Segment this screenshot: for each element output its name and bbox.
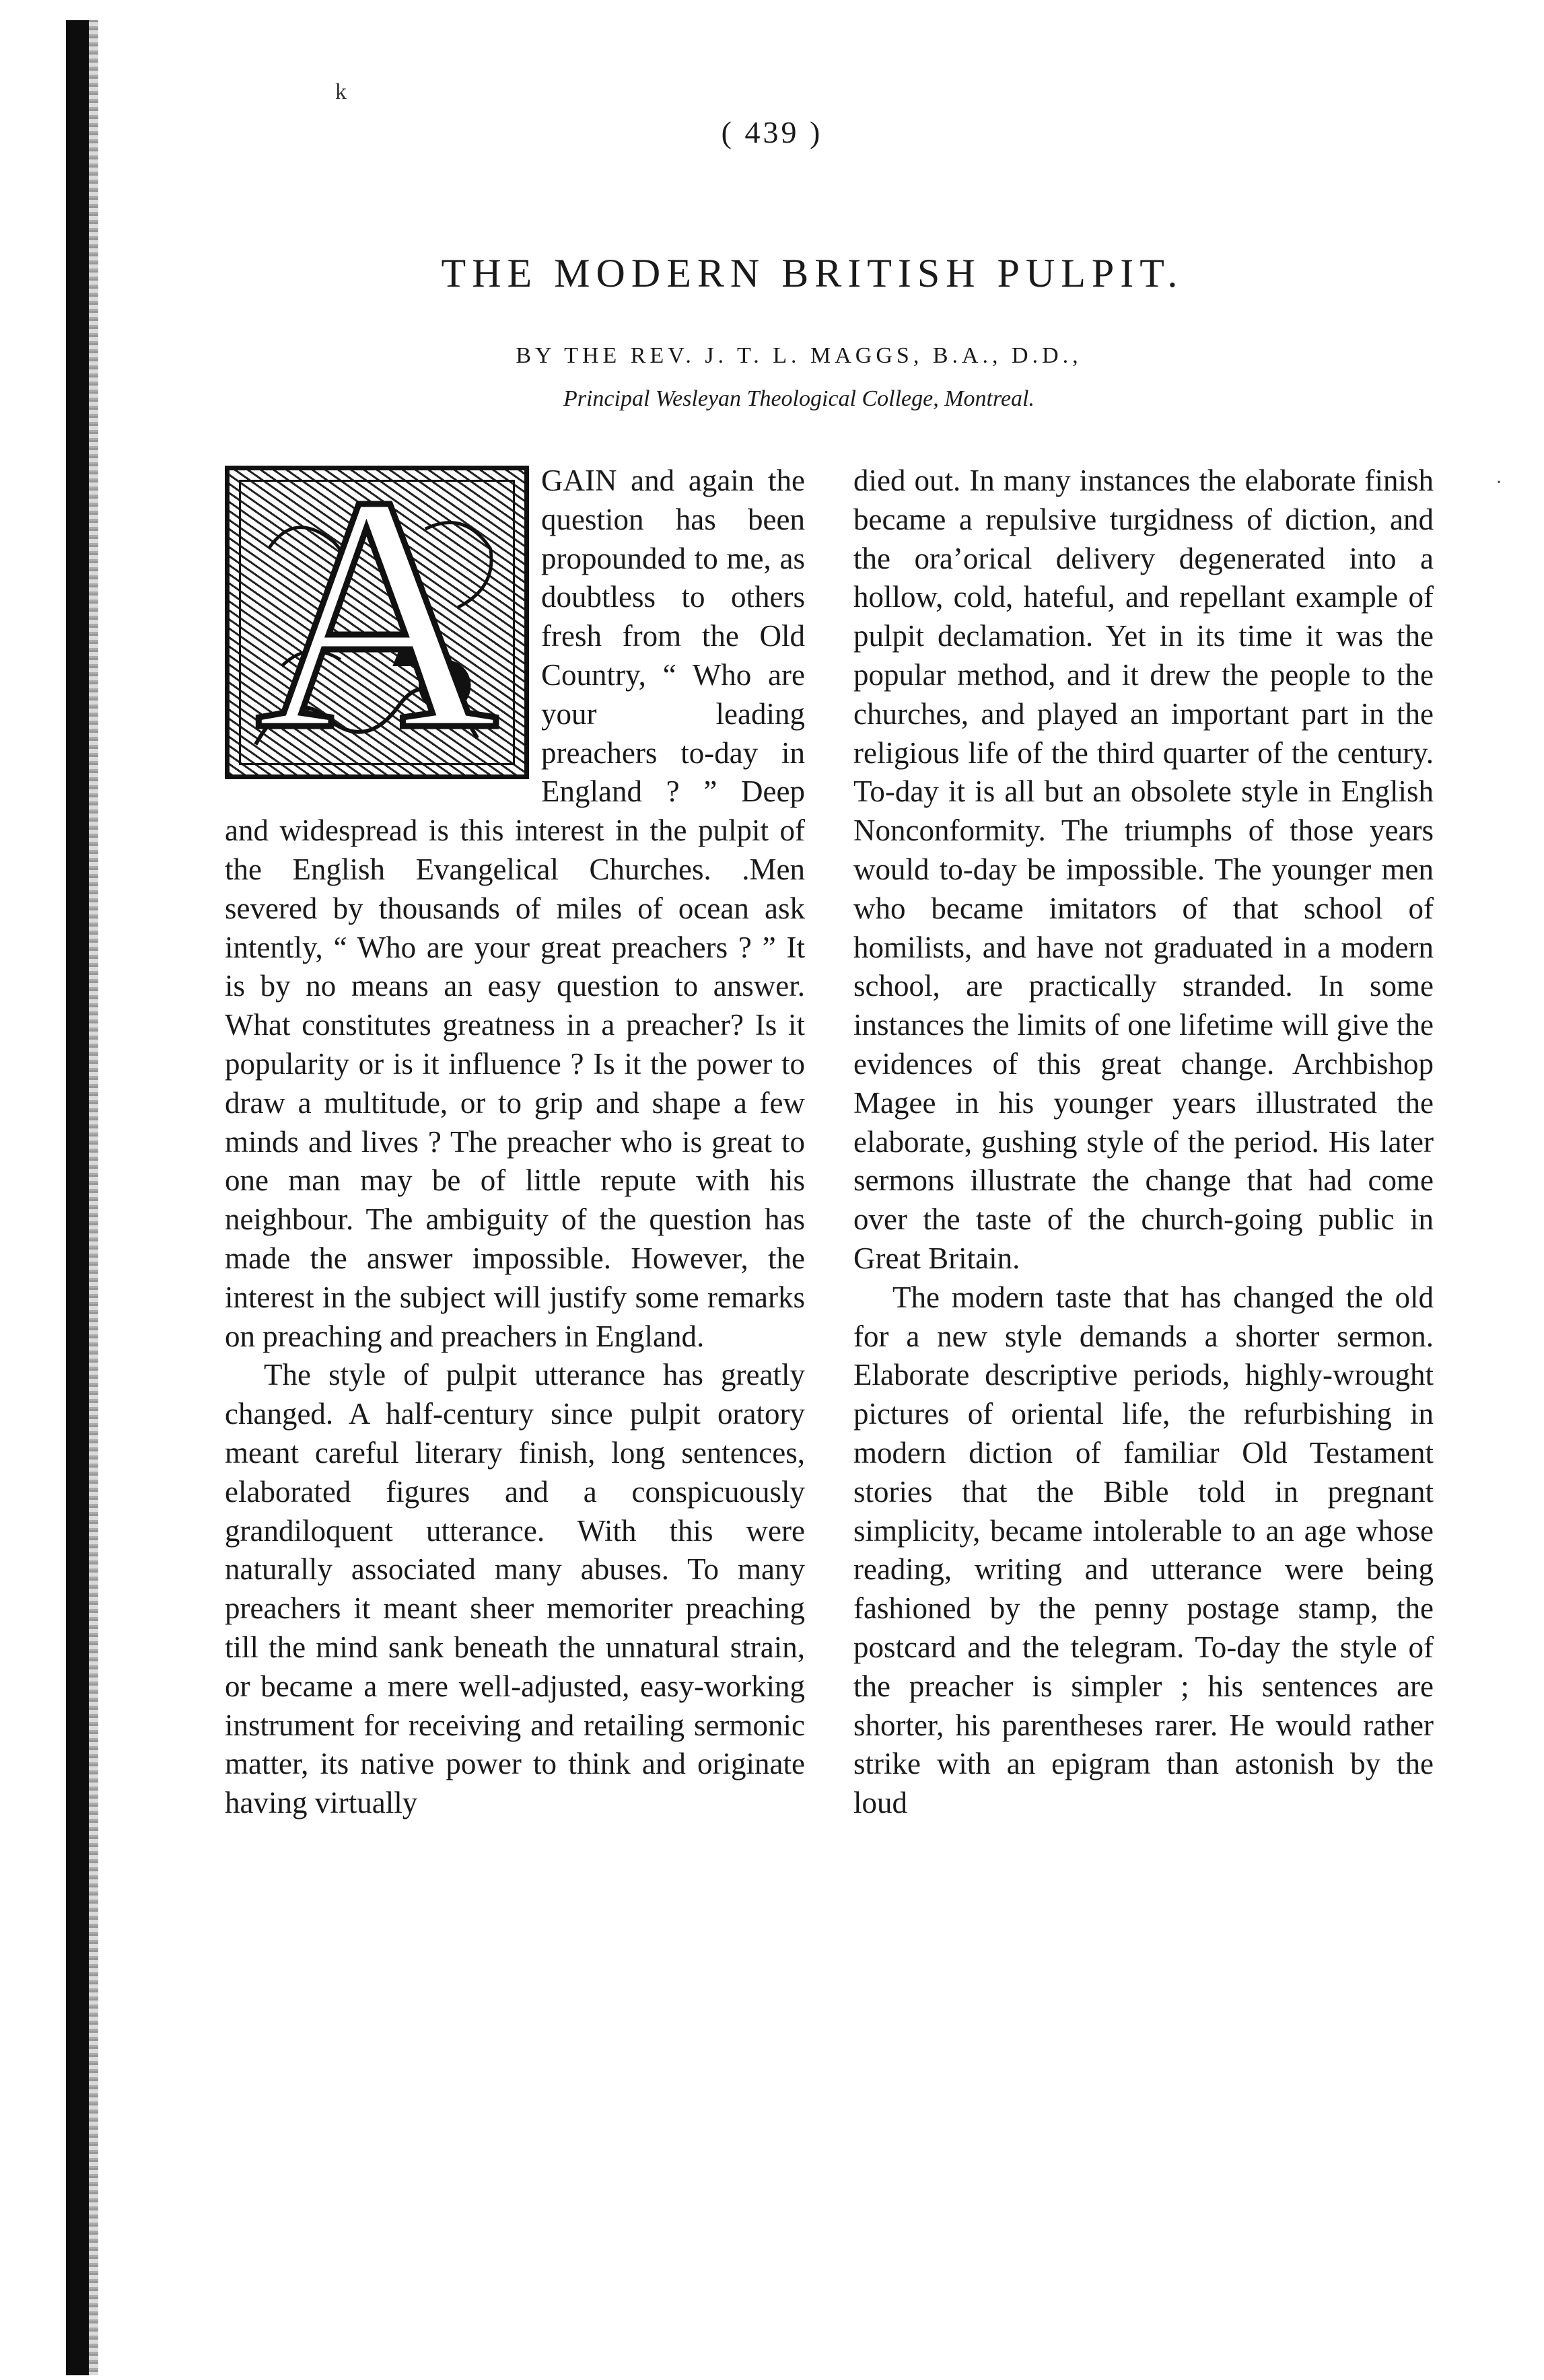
book-binding-edge [66,20,89,2375]
paragraph: GAIN and again the question has been propounded to me, as doubtless to others fresh from the Old Country, “ Who are your leading preachers to-day in England ? ” Deep and widespread is this interest in the pulpit of the English Evangelical Churches. .Men severed by thousands of miles of ocean ask intently, “ Who are your great preachers ? ” It is by no means an easy question to answer. What constitutes greatness in a preacher? Is it popularity or is it influence ? Is it the power to draw a multitude, or to grip and shape a few minds and lives ? The preacher who is great to one man may be of little repute with his neighbour. The ambiguity of the question has made the answer impossible. However, the interest in the subject will justify some remarks on preaching and preachers in England. [225,464,805,1353]
paragraph: died out. In many instances the elaborate finish became a repulsive turgidness of diction, and the ora’orical delivery degenerated into a hollow, cold, hateful, and repellant example of pulpit declamation. Yet in its time it was the popular method, and it drew the people to the churches, and played an important part in the religious life of the third quarter of the century. To-day it is all but an obsolete style in English Nonconformity. The triumphs of those years would to-day be impossible. The younger men who became imitators of that school of homilists, and have not graduated in a modern school, are practically stranded. In some instances the limits of one lifetime will give the evidences of this great change. Archbishop Magee in his younger years illustrated the elaborate, gushing style of the period. His later sermons illustrate the change that had come over the taste of the church-going public in Great Britain. [853,464,1434,1275]
author-affiliation: Principal Wesleyan Theological College, Montreal. [563,386,1035,411]
stray-print-dot: · [1496,471,1502,493]
left-text-column [225,427,805,1823]
article-byline: BY THE REV. J. T. L. MAGGS, B.A., D.D., [516,343,1082,368]
stray-print-mark: k [335,79,347,104]
right-text-column [853,462,1434,1823]
initial-letter: A [255,427,499,799]
page-number: ( 439 ) [721,115,823,149]
article-title: THE MODERN BRITISH PULPIT. [441,251,1184,295]
decorated-initial-a [225,427,529,799]
paragraph: The style of pulpit utterance has greatly changed. A half-century since pulpit oratory meant careful literary finish, long sentences, elaborated figures and a conspicuously grandiloquent utterance. With this were naturally associated many abuses. To many preachers it meant sheer memoriter preaching till the mind sank beneath the unnatural strain, or became a mere well-adjusted, easy-working instrument for receiving and retailing sermonic matter, its native power to think and originate having virtually [225,1358,805,1820]
page-gutter-shadow [89,20,98,2375]
paragraph: The modern taste that has changed the old for a new style demands a shorter sermon. Elaborate descriptive periods, highly-wrought pictures of oriental life, the refurbishing in modern diction of familiar Old Testament stories that the Bible told in pregnant simplicity, became intolerable to an age whose reading, writing and utterance were being fashioned by the penny postage stamp, the postcard and the telegram. To-day the style of the preacher is simpler ; his sentences are shorter, his parentheses rarer. He would rather strike with an epigram than astonish by the loud [853,1280,1434,1820]
